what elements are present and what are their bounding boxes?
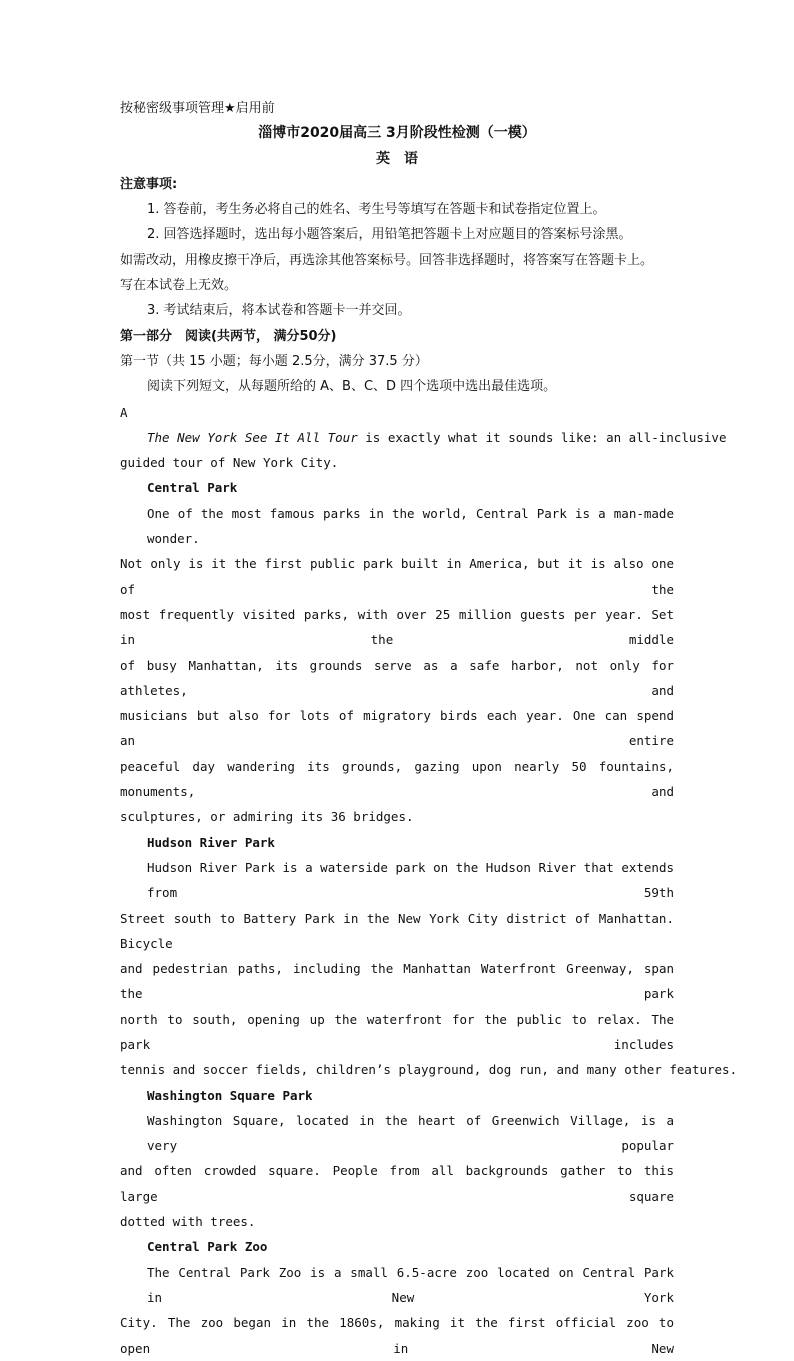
paragraph-line: Street south to Battery Park in the New York City district of Manhattan. Bicycle xyxy=(120,910,674,951)
paragraph-line: One of the most famous parks in the world, Central Park is a man-made wonder. xyxy=(147,505,674,547)
section-heading-hudson-river-park: Hudson River Park xyxy=(147,834,275,850)
paragraph-line: Hudson River Park is a waterside park on the Hudson River that extends from 59th xyxy=(147,859,674,901)
paragraph-line: most frequently visited parks, with over 25 million guests per year. Set in the middle xyxy=(120,606,674,648)
paragraph-line: peaceful day wandering its grounds, gazing upon nearly 50 fountains, monuments, and xyxy=(120,758,674,800)
paragraph-line: and often crowded square. People from all backgrounds gather to this large square xyxy=(120,1163,674,1204)
paragraph-line: Not only is it the first public park built in America, but it is also one of the xyxy=(120,556,674,597)
paragraph-line: The Central Park Zoo is a small 6.5-acre zoo located on Central Park in New York xyxy=(147,1264,674,1305)
section-heading-washington-square: Washington Square Park xyxy=(147,1087,313,1103)
paragraph-line: tennis and soccer fields, children’s playground, dog run, and many other features. xyxy=(120,1062,738,1078)
paragraph-line: dotted with trees. xyxy=(120,1214,256,1230)
intro-text: is exactly what it sounds like: an all-inclusive xyxy=(357,429,727,445)
part1-heading: 第一部分 阅读(共两节， 满分50分) xyxy=(120,328,337,344)
notice-item-1: 1. 答卷前，考生务必将自己的姓名、考生号等填写在答题卡和试卷指定位置上。 xyxy=(147,202,606,218)
subject-title: 英语 xyxy=(376,150,432,167)
notice-item-3: 3. 考试结束后，将本试卷和答题卡一并交回。 xyxy=(147,303,411,319)
passage-label: A xyxy=(120,404,128,420)
paragraph-line: Washington Square, located in the heart of Greenwich Village, is a very popular xyxy=(147,1112,674,1154)
notice-heading: 注意事项: xyxy=(120,176,178,192)
section-heading-central-park: Central Park xyxy=(147,480,238,496)
passage-intro xyxy=(120,425,727,450)
paragraph-line: and pedestrian paths, including the Manhattan Waterfront Greenway, span the park xyxy=(120,961,674,1002)
exam-title: 淄博市2020届高三 3月阶段性检测（一模） xyxy=(258,125,536,142)
paragraph-line: of busy Manhattan, its grounds serve as a safe harbor, not only for athletes, and xyxy=(120,657,674,698)
notice-item-2-cont: 如需改动，用橡皮擦干净后，再选涂其他答案标号。回答非选择题时，将答案写在答题卡上。 xyxy=(120,252,654,268)
paragraph-line: City. The zoo began in the 1860s, making it the first official zoo to open in New xyxy=(120,1315,674,1356)
reading-instruction: 阅读下列短文，从每题所给的 A、B、C、D 四个选项中选出最佳选项。 xyxy=(147,379,557,395)
notice-item-2: 2. 回答选择题时，选出每小题答案后，用铅笔把答题卡上对应题目的答案标号涂黑。 xyxy=(147,227,632,243)
tour-name: The New York See It All Tour xyxy=(147,429,358,445)
section1-heading: 第一节（共 15 小题；每小题 2.5分，满分 37.5 分） xyxy=(120,353,428,369)
notice-item-2-cont2: 写在本试卷上无效。 xyxy=(120,278,238,294)
paragraph-line: sculptures, or admiring its 36 bridges. xyxy=(120,809,414,825)
section-heading-central-park-zoo: Central Park Zoo xyxy=(147,1239,268,1255)
confidential-label: 按秘密级事项管理★启用前 xyxy=(120,101,275,116)
passage-intro-cont: guided tour of New York City. xyxy=(120,455,339,471)
paragraph-line: north to south, opening up the waterfront for the public to relax. The park includes xyxy=(120,1011,674,1052)
paragraph-line: musicians but also for lots of migratory birds each year. One can spend an entire xyxy=(120,708,674,749)
